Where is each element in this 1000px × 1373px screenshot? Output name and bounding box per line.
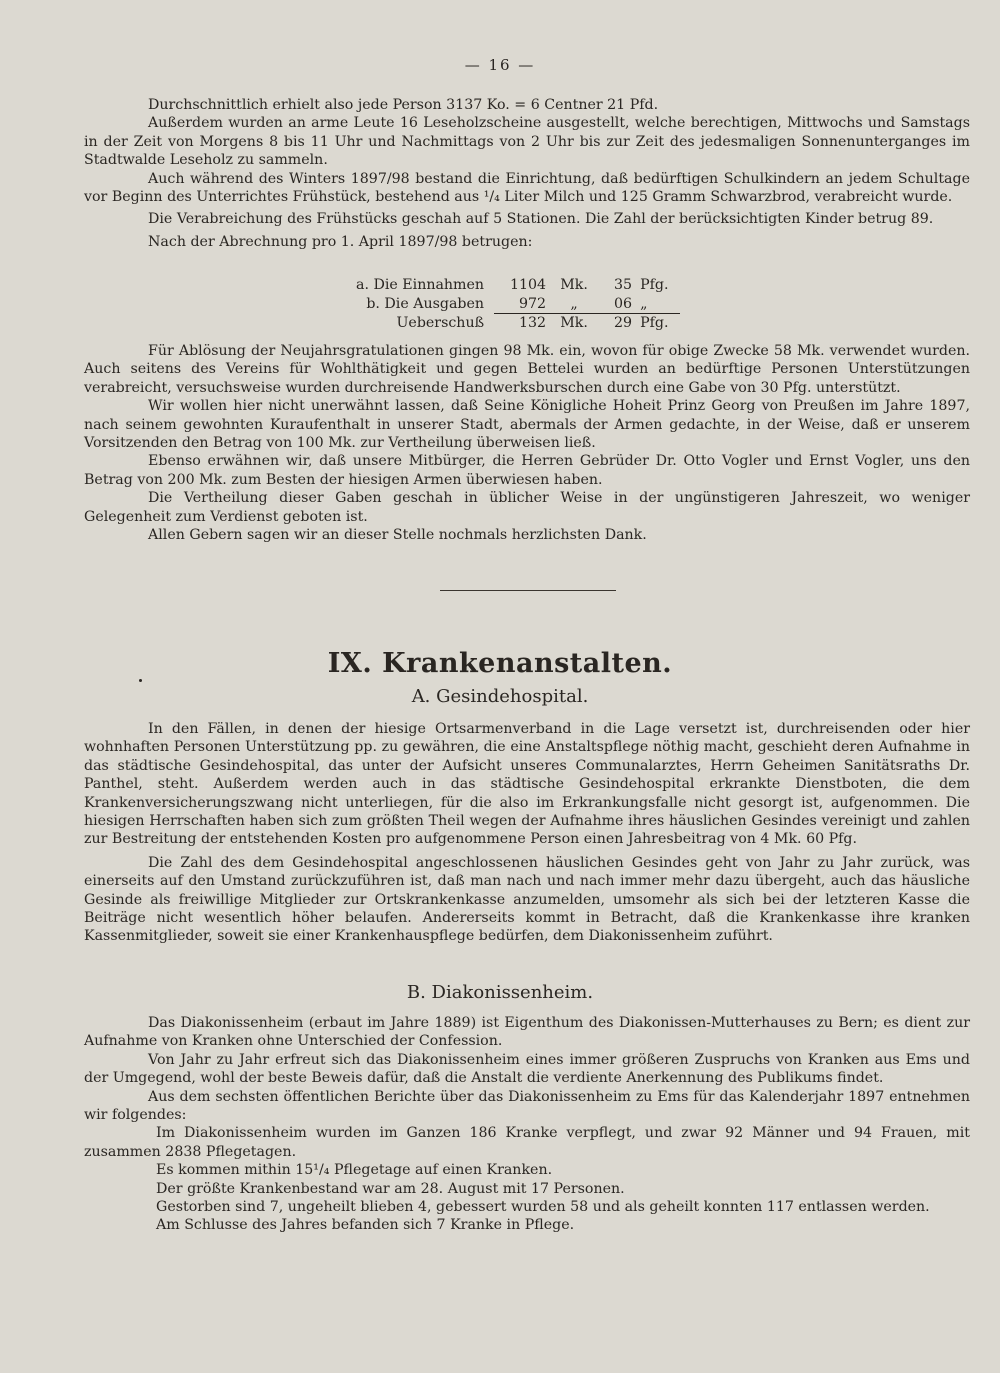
paragraph: Auch während des Winters 1897/98 bestand die Einrichtung, daß bedürftigen Schulkindern an jedem Schultage vor Beginn des Unterrichtes Frühstück, bestehend aus ¹/₄ Liter Milch und 125 Gramm Schwarzbrod, verabreicht wurde.: [84, 170, 970, 206]
section-divider: [440, 590, 616, 591]
ink-dot: [139, 679, 142, 682]
page-number: — 16 —: [464, 56, 536, 74]
paragraph: Der größte Krankenbestand war am 28. August mit 17 Personen.: [156, 1180, 625, 1197]
subsection-b-text: [84, 1014, 970, 1235]
paragraph: Die Zahl des dem Gesindehospital angeschlossenen häuslichen Gesindes geht von Jahr zu Jahr zurück, was einerseits auf den Umstand zurückzuführen ist, daß man nach und nach immer mehr dazu übergeht, auch das häusliche Gesinde als freiwillige Mitglieder zur Ortskrankenkasse anzumelden, umsomehr als sich bei der letzteren Kasse die Beiträge nicht wesentlich höher belaufen. Andererseits kommt in Betracht, daß die Krankenkasse ihre kranken Kassenmitglieder, soweit sie einer Krankenhauspflege bedürfen, dem Diakonissenheim zuführt.: [84, 854, 970, 945]
paragraph: Nach der Abrechnung pro 1. April 1897/98 betrugen:: [148, 233, 533, 250]
paragraph: Die Verabreichung des Frühstücks geschah auf 5 Stationen. Die Zahl der berücksichtigten Kinder betrug 89.: [148, 211, 934, 228]
account-pfennig: 35: [614, 277, 633, 293]
subsection-a-title: A. Gesindehospital.: [411, 686, 589, 707]
paragraph: Das Diakonissenheim (erbaut im Jahre 1889) ist Eigenthum des Diakonissen-Mutterhauses zu Bern; es dient zur Aufnahme von Kranken ohne Unterschied der Confession.: [84, 1015, 970, 1050]
account-label: a. Die Einnahmen: [356, 277, 485, 293]
account-pfennig: 06: [614, 295, 633, 312]
paragraph: Die Vertheilung dieser Gaben geschah in üblicher Weise in der ungünstigeren Jahreszeit, wo weniger Gelegenheit zum Verdienst geboten ist.: [84, 490, 970, 525]
paragraph: Durchschnittlich erhielt also jede Person 3137 Ko. = 6 Centner 21 Pfd.: [148, 97, 659, 113]
account-unit: „: [640, 295, 648, 312]
paragraph: Wir wollen hier nicht unerwähnt lassen, daß Seine Königliche Hoheit Prinz Georg von Preußen im Jahre 1897, nach seinem gewohnten Kuraufenthalt in unserer Stadt, abermals der Armen gedachte, in der Weise, daß er unserem Vorsitzenden den Betrag von 100 Mk. zur Vertheilung überweisen ließ.: [84, 398, 970, 452]
subsection-a-text: [84, 720, 970, 946]
paragraph: Von Jahr zu Jahr erfreut sich das Diakonissenheim eines immer größeren Zuspruchs von Kranken aus Ems und der Umgegend, wohl der beste Beweis dafür, daß die Anstalt die verdiente Anerkennung des Publikums findet.: [84, 1051, 970, 1087]
account-pfennig: 29: [598, 314, 636, 333]
accounts-table: [352, 276, 680, 333]
paragraph: Im Diakonissenheim wurden im Ganzen 186 Kranke verpflegt, und zwar 92 Männer und 94 Frauen, mit zusammen 2838 Pflegetagen.: [84, 1125, 970, 1160]
middle-text-block: [84, 342, 970, 544]
paragraph: Für Ablösung der Neujahrsgratulationen gingen 98 Mk. ein, wovon für obige Zwecke 58 Mk. verwendet wurden. Auch seitens des Vereins für Wohlthätigkeit und gegen Bettelei wurden an bedürftige Personen Unterstützungen verabreicht, versuchsweise wurden durchreisende Handwerksburschen durch eine Gabe von 30 Pfg. unterstützt.: [84, 343, 970, 396]
account-unit: Pfg.: [640, 277, 669, 293]
paragraph: Gestorben sind 7, ungeheilt blieben 4, gebessert wurden 58 und als geheilt konnten 117 entlassen werden.: [156, 1199, 930, 1216]
section-title: IX. Krankenanstalten.: [327, 648, 673, 679]
account-mark: 132: [494, 314, 550, 333]
account-row: [352, 295, 680, 314]
paragraph: In den Fällen, in denen der hiesige Ortsarmenverband in die Lage versetzt ist, durchreisenden oder hier wohnhaften Personen Unterstützung pp. zu gewähren, die eine Anstaltspflege nöthig macht, geschieht deren Aufnahme in das städtische Gesindehospital, das unter der Aufsicht unseres Communalarztes, Herrn Geheimen Sanitätsraths Dr. Panthel, steht. Außerdem werden auch in das städtische Gesindehospital erkrankte Dienstboten, die dem Krankenversicherungszwang nicht unterliegen, für die also im Erkrankungsfalle nicht gesorgt ist, aufgenommen. Die hiesigen Herrschaften haben sich zum größten Theil wegen der Aufnahme ihres häuslichen Gesindes vereinigt und zahlen zur Bestreitung der entstehenden Kosten pro aufgenommene Person einen Jahresbeitrag von 4 Mk. 60 Pfg.: [84, 721, 970, 848]
paragraph: Aus dem sechsten öffentlichen Berichte über das Diakonissenheim zu Ems für das Kalenderjahr 1897 entnehmen wir folgendes:: [84, 1088, 970, 1124]
account-mark: 1104: [509, 277, 547, 293]
subsection-b-title: B. Diakonissenheim.: [406, 982, 594, 1003]
paragraph: Ebenso erwähnen wir, daß unsere Mitbürger, die Herren Gebrüder Dr. Otto Vogler und Ernst Vogler, uns den Betrag von 200 Mk. zum Besten der hiesigen Armen überwiesen haben.: [84, 453, 970, 488]
account-label: b. Die Ausgaben: [366, 295, 485, 312]
account-unit: Mk.: [550, 314, 598, 333]
account-label: Ueberschuß: [396, 314, 485, 331]
paragraph: Es kommen mithin 15¹/₄ Pflegetage auf einen Kranken.: [156, 1162, 553, 1179]
paragraph: Allen Gebern sagen wir an dieser Stelle nochmals herzlichsten Dank.: [148, 527, 647, 544]
account-row: [352, 276, 680, 295]
account-unit: Pfg.: [636, 314, 680, 333]
paragraph: Am Schlusse des Jahres befanden sich 7 Kranke in Pflege.: [156, 1217, 575, 1234]
account-mark: 972: [518, 295, 547, 312]
top-text-block: [84, 96, 970, 251]
account-unit: „: [570, 295, 578, 312]
account-unit: Mk.: [560, 277, 588, 293]
paragraph: Außerdem wurden an arme Leute 16 Leseholzscheine ausgestellt, welche berechtigen, Mittwochs und Samstags in der Zeit von Morgens 8 bis 11 Uhr und Nachmittags von 2 Uhr bis zur Zeit des jedesmaligen Sonnenunterganges im Stadtwalde Leseholz zu sammeln.: [84, 115, 970, 169]
account-total-row: [352, 314, 680, 333]
